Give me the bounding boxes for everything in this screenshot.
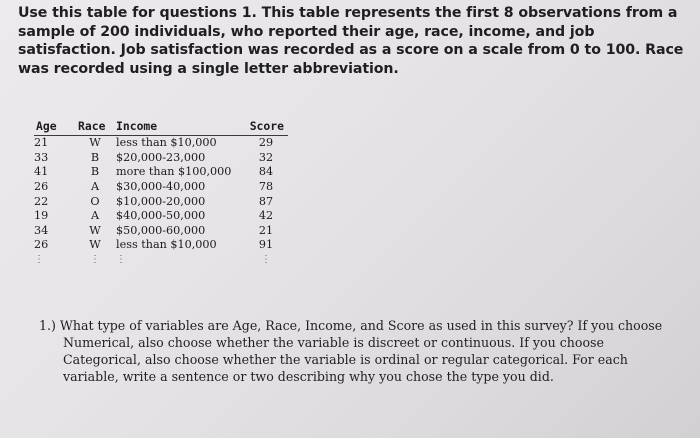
cell-age: 33 bbox=[34, 150, 49, 164]
cell-score: 91 bbox=[258, 238, 274, 252]
question-text: 1.) What type of variables are Age, Race, Income, and Score as used in this survey? If you choose Numerical, also choose whether the variable is discreet or continuous. If you choose Categorical, also choose whether the variable is ordinal or regular categorical. For each variable, write a sentence or two describing why you chose the type you did. bbox=[39, 318, 663, 384]
observations-table bbox=[34, 118, 288, 267]
header-race: Race bbox=[78, 118, 116, 136]
cell-income: more than $100,000 bbox=[116, 165, 232, 179]
cell-race: A bbox=[90, 180, 100, 194]
continuation-race: ⋮ bbox=[90, 254, 100, 266]
continuation-score: ⋮ bbox=[261, 254, 271, 266]
table-row bbox=[34, 165, 288, 180]
cell-age: 41 bbox=[34, 165, 49, 179]
intro-text: Use this table for questions 1. This table represents the first 8 observations from a sample of 200 individuals, who reported their age, race, income, and job satisfaction. Job satisfaction was recorded as a score on a scale from 0 to 100. Race was recorded using a single letter abbreviation. bbox=[18, 5, 684, 77]
table-row bbox=[34, 180, 288, 195]
cell-score: 29 bbox=[258, 136, 274, 150]
intro-paragraph bbox=[18, 4, 688, 78]
cell-race: W bbox=[89, 223, 101, 237]
continuation-age: ⋮ bbox=[34, 254, 44, 266]
question-block bbox=[39, 317, 679, 385]
cell-score: 21 bbox=[258, 223, 274, 237]
table-continuation-row bbox=[34, 253, 288, 268]
header-age: Age bbox=[34, 118, 78, 136]
cell-score: 78 bbox=[258, 180, 274, 194]
cell-score: 42 bbox=[258, 209, 274, 223]
cell-income: $50,000-60,000 bbox=[116, 223, 206, 237]
cell-age: 26 bbox=[34, 238, 49, 252]
cell-race: W bbox=[89, 238, 101, 252]
header-income: Income bbox=[116, 118, 248, 136]
cell-income: $30,000-40,000 bbox=[116, 180, 206, 194]
table-row bbox=[34, 136, 288, 151]
cell-race: W bbox=[89, 136, 101, 150]
cell-income: less than $10,000 bbox=[116, 238, 217, 252]
cell-income: less than $10,000 bbox=[116, 136, 217, 150]
cell-income: $10,000-20,000 bbox=[116, 194, 206, 208]
header-score: Score bbox=[248, 118, 288, 136]
cell-income: $20,000-23,000 bbox=[116, 150, 206, 164]
cell-age: 21 bbox=[34, 136, 49, 150]
cell-age: 34 bbox=[34, 223, 49, 237]
table-row bbox=[34, 224, 288, 239]
cell-age: 22 bbox=[34, 194, 49, 208]
cell-score: 84 bbox=[258, 165, 274, 179]
continuation-income: ⋮ bbox=[116, 254, 126, 266]
cell-race: A bbox=[90, 209, 100, 223]
cell-race: B bbox=[90, 150, 100, 164]
table-header-row bbox=[34, 118, 288, 136]
cell-race: B bbox=[90, 165, 100, 179]
cell-score: 32 bbox=[258, 150, 274, 164]
table-row bbox=[34, 209, 288, 224]
cell-score: 87 bbox=[258, 194, 274, 208]
table-row bbox=[34, 194, 288, 209]
cell-age: 26 bbox=[34, 180, 49, 194]
cell-income: $40,000-50,000 bbox=[116, 209, 206, 223]
cell-age: 19 bbox=[34, 209, 49, 223]
table-row bbox=[34, 238, 288, 253]
cell-race: O bbox=[90, 194, 100, 208]
table-row bbox=[34, 151, 288, 166]
